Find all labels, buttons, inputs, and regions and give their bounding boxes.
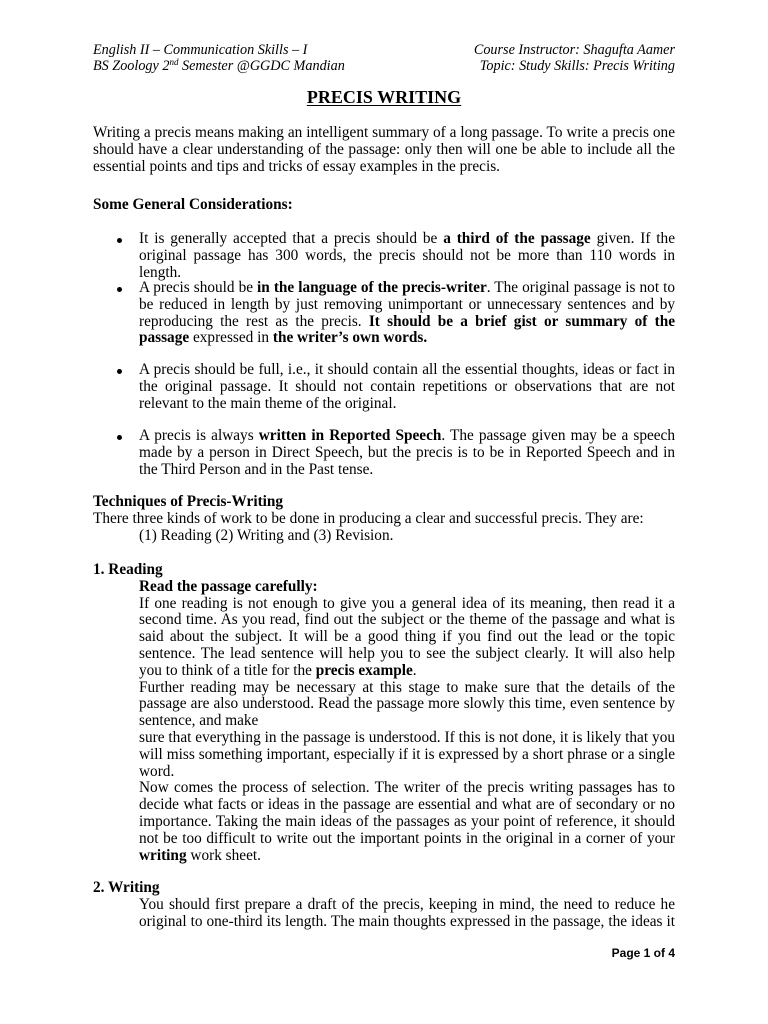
consideration-text [139,231,675,281]
techniques-heading: Techniques of Precis-Writing [93,493,284,510]
topic-line: Topic: Study Skills: Precis Writing [479,58,675,74]
ordinal-suffix: nd [169,57,179,67]
text-run: A precis should be [139,279,258,296]
text-run: given. If the original passage has 300 words, the precis should not be more than 110 words in length. [139,230,675,281]
consideration-text [139,428,675,478]
techniques-text: There three kinds of work to be done in producing a clear and successful precis. They are: [93,509,644,527]
text-run: It is generally accepted that a precis should be [139,230,444,247]
emphasis-text: It should be a brief gist or summary of the passage [139,312,675,347]
bullet-icon [117,287,122,292]
intro-paragraph: Writing a precis means making an intelligent summary of a long passage. To write a precis one should have a clear understanding of the passage: only then will one be able to include all the essential points and tips and tricks of essay examples in the precis. [93,124,675,175]
consideration-text: A precis should be full, i.e., it should contain all the essential thoughts, ideas or fact in the original passage. It should not contain repetitions or observations that are not relevant to the main theme of the original. [139,361,675,412]
consideration-item [93,231,675,281]
course-title: English II – Communication Skills – I [93,42,308,58]
header-right [474,42,675,74]
consideration-item [93,280,675,347]
reading-paragraph: Further reading may be necessary at this stage to make sure that the details of the passage are also understood. Read the passage more slowly this time, even sentence by sentence, and make [139,678,675,730]
reading-paragraph: sure that everything in the passage is understood. If this is not done, it is likely that you will miss something important, especially if it is expressed by a short phrase or a single word. [139,728,675,780]
writing-paragraph: You should first prepare a draft of the precis, keeping in mind, the need to reduce he original to one-third its length. The main thoughts expressed in the passage, the ideas it [139,895,675,930]
reading-subheading: Read the passage carefully: [139,577,318,595]
emphasis-text: the writer’s own words. [272,329,428,347]
emphasis-text: writing [139,846,187,864]
writing-heading: 2. Writing [93,879,160,896]
text-run: expressed in [189,329,273,347]
emphasis-text: in the language of the precis-writer [257,279,487,296]
emphasis-text: precis example [315,661,413,679]
text-run: . [412,661,417,679]
bullet-icon [117,435,122,440]
reading-paragraph [139,780,675,864]
program-line [93,58,345,74]
techniques-stages: (1) Reading (2) Writing and (3) Revision. [139,526,394,544]
emphasis-text: written in Reported Speech [258,427,442,444]
reading-heading: 1. Reading [93,561,163,578]
semester-college: Semester @GGDC Mandian [178,58,345,74]
text-run: A precis is always [139,427,259,444]
course-instructor: Course Instructor: Shagufta Aamer [473,42,675,58]
text-run: . The passage given may be a speech made by a person in Direct Speech, but the precis is to be in Reported Speech and in the Third Person and in the Past tense. [139,427,675,478]
document-title-text: PRECIS WRITING [306,87,462,107]
bullet-icon [117,369,122,374]
text-run: . The original passage is not to be reduced in length by just removing unimportant or unnecessary sentences and by reproducing the rest as the precis. [139,279,675,330]
consideration-item [93,428,675,478]
text-run: If one reading is not enough to give you a general idea of its meaning, then read it a second time. As you read, find out the subject or the theme of the passage and what is said about the subject. It will be a good thing if you find out the lead or the topic sentence. The lead sentence will help you to see the subject clearly. It will also help you to think of a title for the [139,594,675,679]
header-left [93,42,345,74]
techniques-section [93,494,675,544]
considerations-heading: Some General Considerations: [93,196,293,213]
consideration-item [93,362,675,412]
page-number: Page 1 of 4 [611,946,675,960]
text-run: Now comes the process of selection. The writer of the precis writing passages has to decide what facts or ideas in the passage are essential and what are of secondary or no importance. Taking the main ideas of the passages as your point of reference, it should not be too difficult to write out the important points in the original in a corner of your [139,779,675,847]
program-name: BS Zoology 2 [93,58,170,74]
consideration-text [139,280,675,347]
reading-section [93,562,675,864]
text-run: work sheet. [186,846,261,864]
document-title [0,86,768,108]
emphasis-text: a third of the passage [443,230,591,247]
writing-section [93,880,675,930]
reading-paragraph [139,596,675,680]
bullet-icon [117,238,122,243]
